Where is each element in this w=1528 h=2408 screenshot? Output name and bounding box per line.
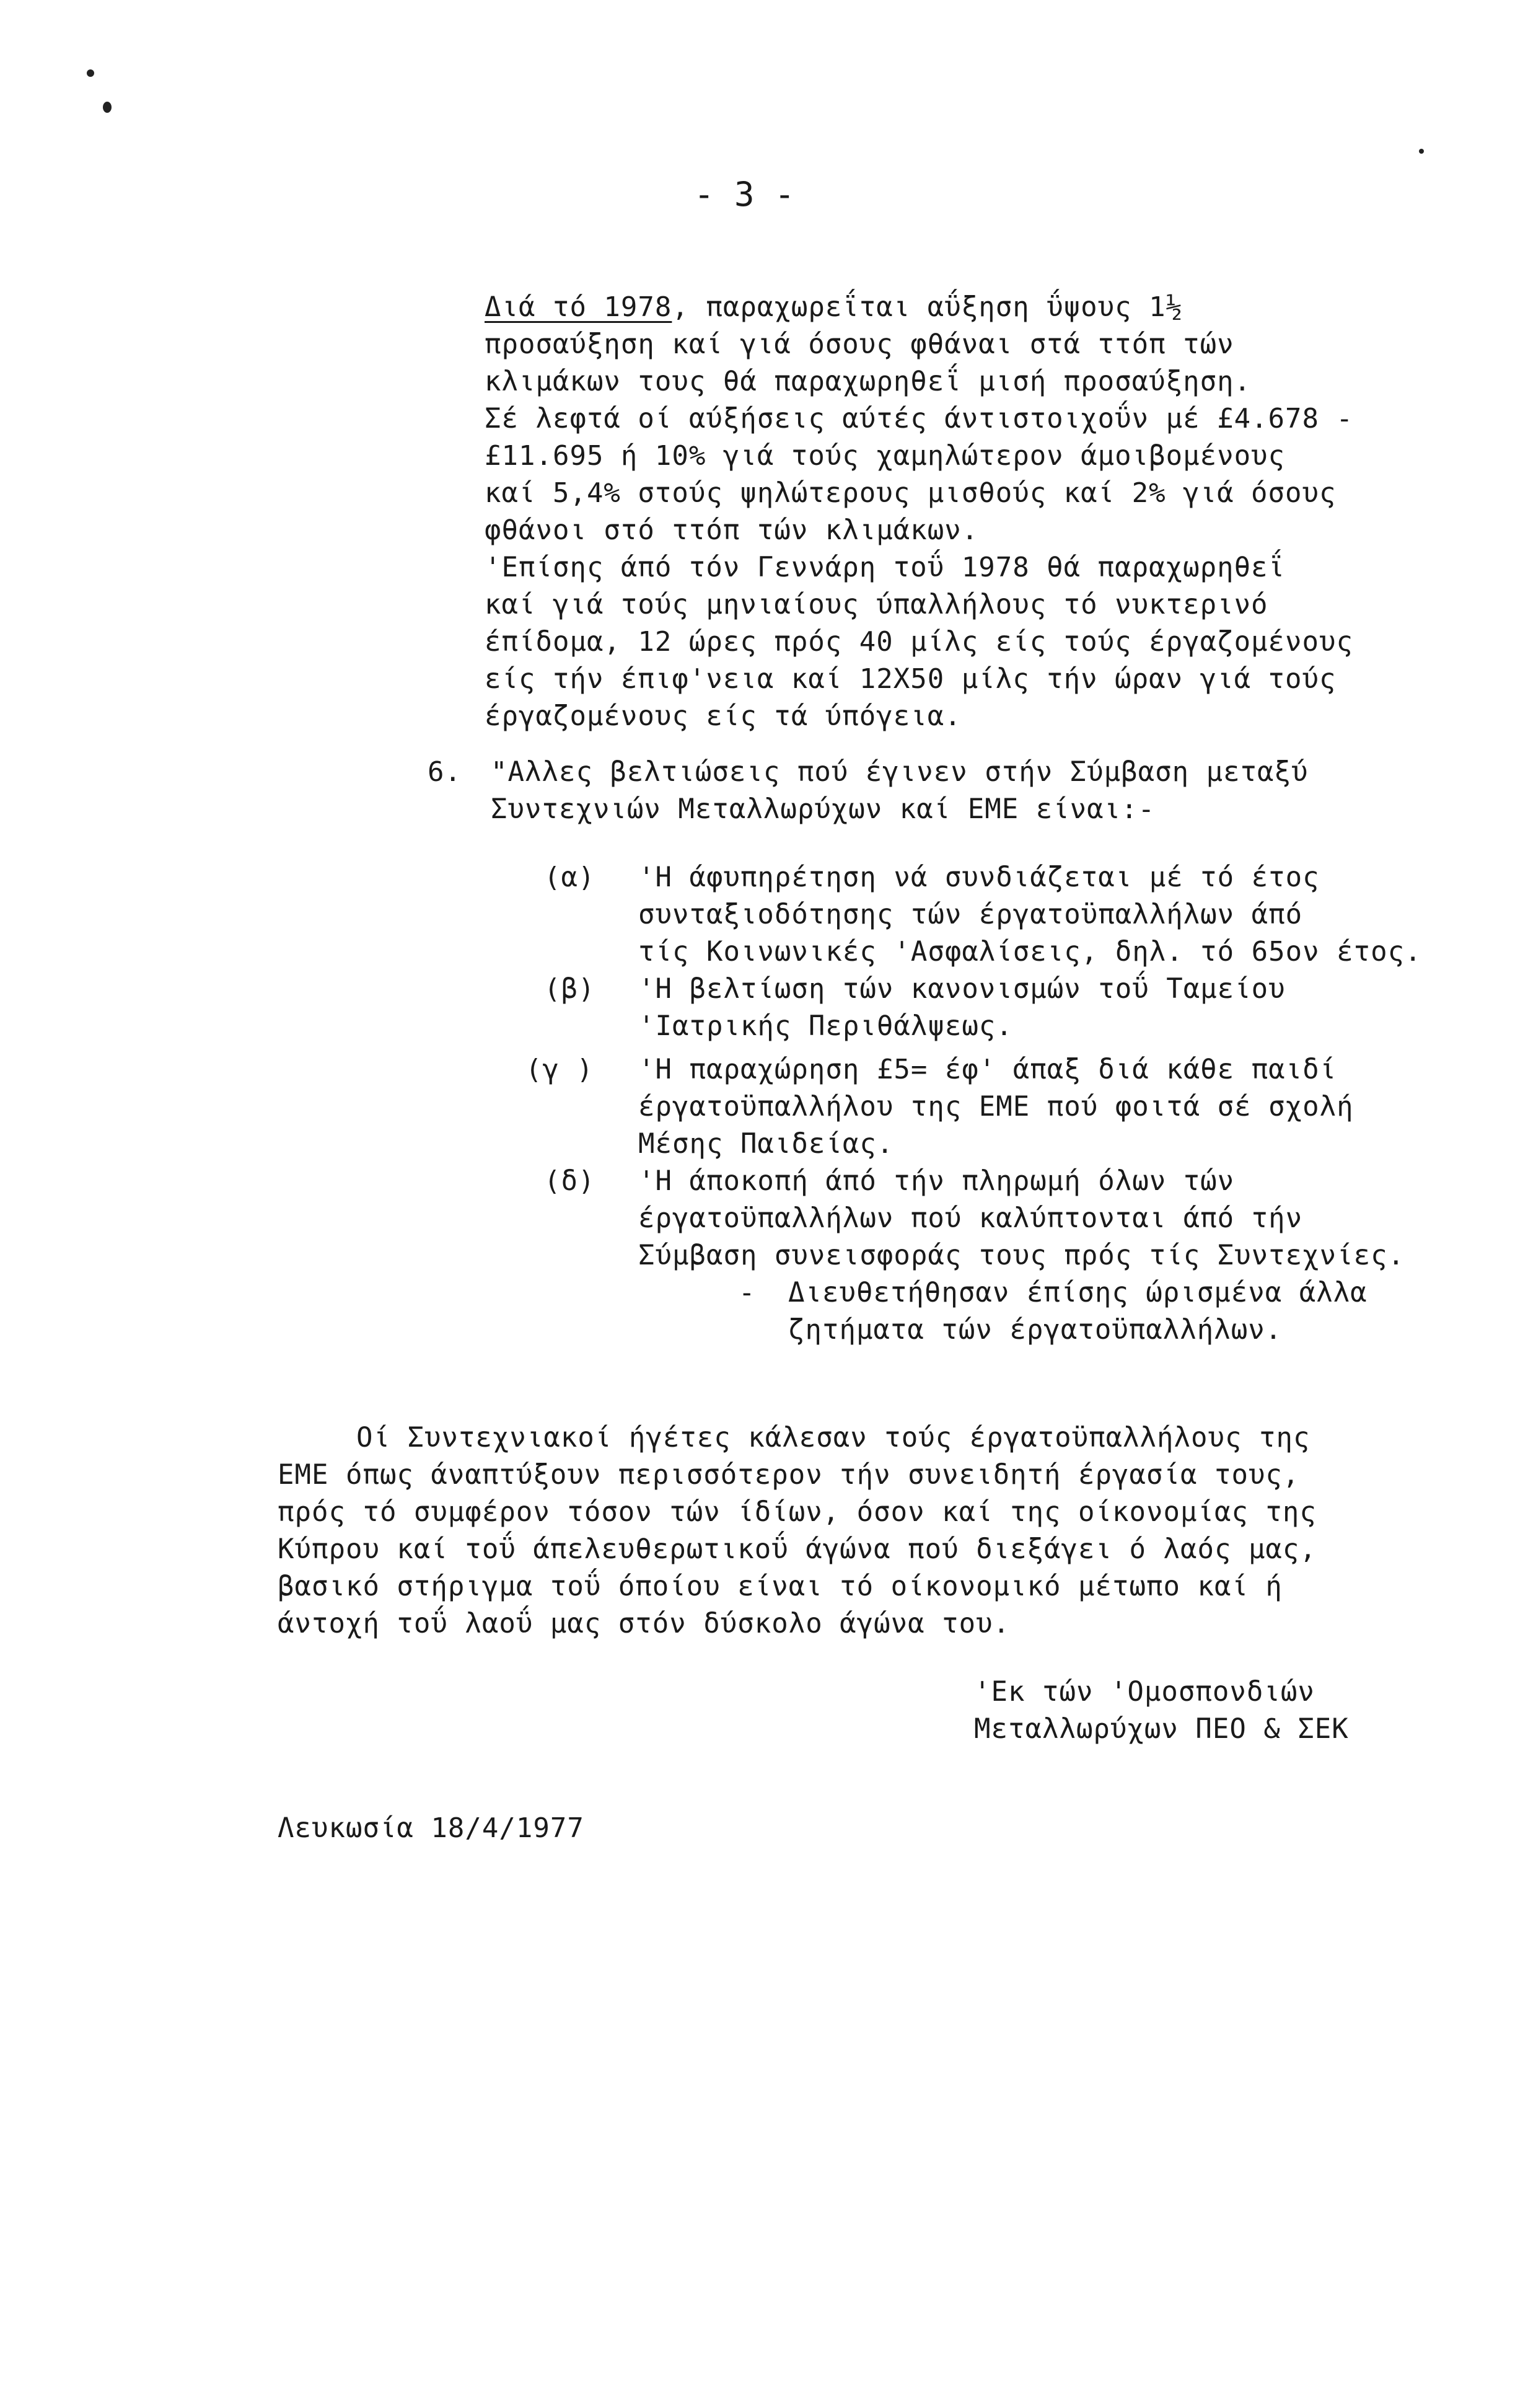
signature-line: Μεταλλωρύχων ΠΕΟ & ΣΕΚ	[974, 1713, 1349, 1745]
paragraph-line: £11.695 ή 10% γιά τούς χαμηλώτερον άμοιβομένους	[485, 440, 1286, 472]
scan-speck	[103, 102, 112, 113]
subitem-label: (β)	[544, 973, 595, 1005]
paragraph-line: έπίδομα, 12 ώρες πρός 40 μίλς είς τούς έργαζομένους	[485, 626, 1354, 658]
closing-line: πρός τό συμφέρον τόσον τών ίδίων, όσον καί της οίκονομίας της	[278, 1496, 1317, 1528]
dash-line: Διευθετήθησαν έπίσης ώρισμένα άλλα	[788, 1277, 1368, 1308]
dash-marker: -	[739, 1277, 756, 1308]
item-line: Συντεχνιών Μεταλλωρύχων καί ΕΜΕ είναι:-	[491, 793, 1156, 825]
paragraph-line: 'Επίσης άπό τόν Γεννάρη τοΰ 1978 θά παραχωρηθεΐ	[485, 552, 1286, 583]
paragraph-line: Σέ λεφτά οί αύξήσεις αύτές άντιστοιχοΰν μέ £4.678 -	[485, 403, 1354, 434]
subitem-line: 'Η βελτίωση τών κανονισμών τοΰ Ταμείου	[638, 973, 1286, 1005]
underlined-lead: Διά τό 1978	[485, 291, 672, 323]
subitem-line: τίς Κοινωνικές 'Ασφαλίσεις, δηλ. τό 65ον έτος.	[638, 936, 1422, 968]
subitem-line: Σύμβαση συνεισφοράς τους πρός τίς Συντεχνίες.	[638, 1240, 1405, 1271]
scan-speck	[1419, 149, 1424, 154]
dash-line: ζητήματα τών έργατοϋπαλλήλων.	[788, 1314, 1283, 1346]
paragraph-line: είς τήν έπιφ'νεια καί 12Χ50 μίλς τήν ώραν γιά τούς	[485, 663, 1337, 695]
subitem-label: (α)	[544, 862, 595, 893]
paragraph-line: φθάνοι στό ττόπ τών κλιμάκων.	[485, 514, 979, 546]
subitem-line: Μέσης Παιδείας.	[638, 1128, 894, 1160]
subitem-line: 'Η άφυπηρέτηση νά συνδιάζεται μέ τό έτος	[638, 862, 1320, 893]
subitem-line: 'Η παραχώρηση £5= έφ' άπαξ διά κάθε παιδί	[638, 1054, 1337, 1085]
subitem-line: έργατοϋπαλλήλων πού καλύπτονται άπό τήν	[638, 1202, 1303, 1234]
subitem-line: 'Η άποκοπή άπό τήν πληρωμή όλων τών	[638, 1165, 1235, 1197]
closing-line: ΕΜΕ όπως άναπτύξουν περισσότερον τήν συνειδητή έργασία τους,	[278, 1459, 1300, 1491]
place-date: Λευκωσία 18/4/1977	[278, 1812, 584, 1844]
closing-line: βασικό στήριγμα τοΰ όποίου είναι τό οίκονομικό μέτωπο καί ή	[278, 1571, 1283, 1602]
scan-speck	[87, 69, 94, 77]
paragraph-line: κλιμάκων τους θά παραχωρηθεΐ μισή προσαύξηση.	[485, 366, 1252, 397]
subitem-line: 'Ιατρικής Περιθάλψεως.	[638, 1010, 1013, 1042]
item-number: 6.	[428, 756, 462, 788]
closing-line: Κύπρου καί τοΰ άπελευθερωτικοΰ άγώνα πού διεξάγει ό λαός μας,	[278, 1533, 1317, 1565]
page-number: - 3 -	[694, 175, 795, 214]
paragraph-line: έργαζομένους είς τά ύπόγεια.	[485, 700, 962, 732]
subitem-line: συνταξιοδότησης τών έργατοϋπαλλήλων άπό	[638, 899, 1303, 930]
subitem-line: έργατοϋπαλλήλου της ΕΜΕ πού φοιτά σέ σχολή	[638, 1091, 1354, 1122]
subitem-label: (γ )	[525, 1054, 594, 1085]
closing-line: Οί Συντεχνιακοί ήγέτες κάλεσαν τούς έργατοϋπαλλήλους της	[356, 1422, 1311, 1453]
paragraph-line: καί 5,4% στούς ψηλώτερους μισθούς καί 2% γιά όσους	[485, 477, 1337, 509]
item-line: "Αλλες βελτιώσεις πού έγινεν στήν Σύμβαση μεταξύ	[491, 756, 1309, 788]
paragraph-line: καί γιά τούς μηνιαίους ύπαλλήλους τό νυκτερινό	[485, 589, 1268, 620]
paragraph-line: προσαύξηση καί γιά όσους φθάναι στά ττόπ τών	[485, 329, 1234, 360]
signature-line: 'Εκ τών 'Ομοσπονδιών	[974, 1676, 1315, 1708]
closing-line: άντοχή τοΰ λαοΰ μας στόν δύσκολο άγώνα του.	[278, 1608, 1011, 1639]
paragraph-line: Διά τό 1978, παραχωρεΐται αΰξηση ΰψους 1½	[485, 291, 1183, 323]
subitem-label: (δ)	[544, 1165, 595, 1197]
